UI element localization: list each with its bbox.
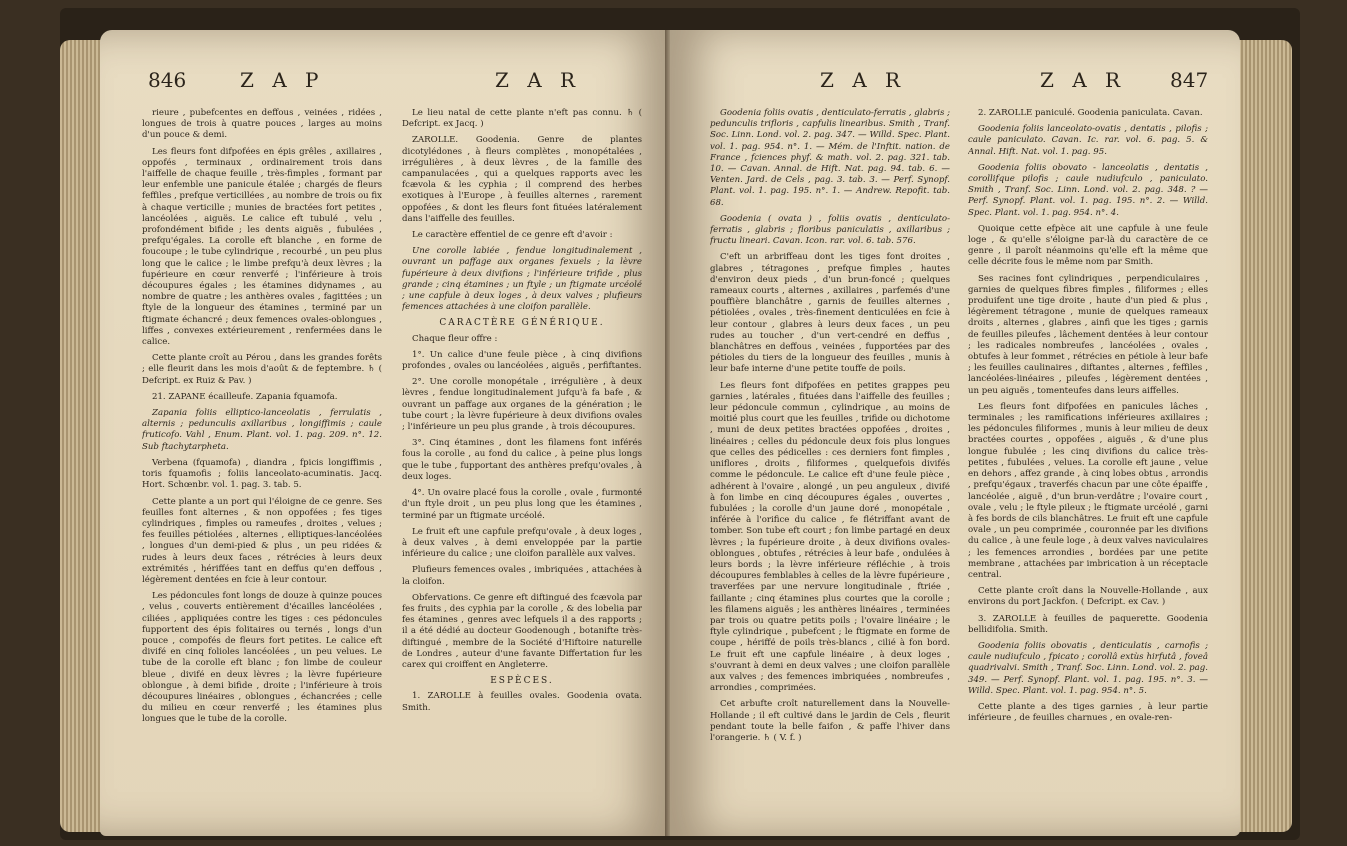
paragraph: Goodenia foliis ovatis , denticulato-ferratis , glabris ; pedunculis trifloris , capfulis linearibus. Smith , Tranf. Soc. Linn. Lond. vol. 2. pag. 347. — Willd. Spec. Plant. vol. 1. pag. 954. n°. 1. — Mém. de l'Inftit. nation. de France , fciences phyf. & math. vol. 2. pag. 321. tab. 10. — Cavan. Annal. de Hift. Nat. pag. 94. tab. 6. — Venten. Jard. de Cels , pag. 3. tab. 3. — Perf. Synopf. Plant. vol. 1. pag. 195. n°. 1. — Andrew. Repofit. tab. 68. xyxy=(710,108,950,208)
section-heading: ESPÈCES. xyxy=(490,676,554,687)
species-heading: 1. ZAROLLE à feuilles ovales. Goodenia ovata. Smith. xyxy=(402,691,642,713)
paragraph: 2°. Une corolle monopétale , irrégulière , à deux lèvres , fendue longitudinalement jufqu'à fa bafe , & ouvrant un paffage aux organes de la génération ; le tube court ; la lèvre fupérieure à deux divifions ovales ; l'inférieure un peu plus grande , à trois découpures. xyxy=(402,377,642,433)
right-column-1 xyxy=(710,108,950,806)
paragraph: Goodenia ( ovata ) , foliis ovatis , denticulato-ferratis , glabris ; floribus paniculatis , axillaribus ; fructu lineari. Cavan. Icon. rar. vol. 6. tab. 576. xyxy=(710,213,950,247)
page-number-left: 846 xyxy=(148,68,187,92)
paragraph: Le fruit eft une capfule prefqu'ovale , à deux loges , à deux valves , à demi enveloppée par la partie inférieure du calice ; une cloifon parallèle aux valves. xyxy=(402,526,642,560)
paragraph: Cette plante a des tiges garnies , à leur partie inférieure , de feuilles charnues , en ovale-ren- xyxy=(968,701,1208,724)
paragraph: Cette plante a un port qui l'éloigne de ce genre. Ses feuilles font alternes , & non oppofées ; fes tiges cylindriques , fimples ou rameufes , droites , velues ; fes feuilles pétiolées , alternes , elliptiques-lancéolées , longues d'un demi-pied & plus , un peu ridées & rudes à leurs deux faces , rétrécies à leurs deux extrémités , hériffées tant en deffus qu'en deffous , légèrement dentées en fcie à leur contour. xyxy=(142,496,382,585)
genus-entry: ZAROLLE. Goodenia. Genre de plantes dicotylédones , à fleurs complètes , monopétalées , irrégulières , à deux lèvres , de la famille des campanulacées , qui a quelques rapports avec les fcævola & les cyphia ; il comprend des herbes exotiques à l'Europe , à feuilles alternes , rarement oppofées , & dont les fleurs font fituées latéralement dans l'aiffelle des feuilles. xyxy=(402,135,642,224)
paragraph: Zapania foliis elliptico-lanceolatis , ferrulatis , alternis ; pedunculis axillaribus , longiffimis ; caule fruticofo. Vahl , Enum. Plant. vol. 1. pag. 209. n°. 12. Sub ftachytarpheta. xyxy=(142,408,382,452)
paragraph: rieure , pubefcentes en deffous , veinées , ridées , longues de trois à quatre pouces , larges au moins d'un pouce & demi. xyxy=(142,108,382,141)
running-head-right-2: Z A R xyxy=(1040,68,1127,92)
essential-character: Une corolle labiée , fendue longitudinalement , ouvrant un paffage aux organes fexuels ; la lèvre fupérieure à deux divifions ; l'inférieure trifide , plus grande ; cinq étamines ; un ftyle ; un ftigmate urcéolé ; une capfule à deux loges , à deux valves ; plufieurs femences attachées à une cloifon parallèle. xyxy=(402,246,642,313)
paragraph: Les fleurs font difpofées en épis grêles , axillaires , oppofés , terminaux , ordinairement trois dans l'aiffelle de chaque feuille , très-fimples , formant par leur enfemble une panicule étalée ; chargés de fleurs feffiles , prefque verticillées , au nombre de trois ou fix à chaque verticille ; munies de bractées fort petites , lancéolées , aiguës. Le calice eft tubulé , velu , profondément bifide ; les dents aiguës , fubulées , prefqu'égales. La corolle eft blanche , en forme de foucoupe ; le tube cylindrique , recourbé , un peu plus long que le calice ; le limbe prefqu'à deux lèvres ; la fupérieure en cœur renverfé ; l'inférieure à trois découpures égales ; les étamines didynames , au nombre de quatre ; les anthères ovales , fagittées ; un ftyle de la longueur des étamines , terminé par un ftigmate échancré ; deux femences ovales-oblongues , liffes , convexes extérieurement , renfermées dans le calice. xyxy=(142,146,382,348)
species-heading: 2. ZAROLLE paniculé. Goodenia paniculata. Cavan. xyxy=(978,108,1203,118)
left-column-1 xyxy=(142,108,382,806)
paragraph: Cette plante croît au Pérou , dans les grandes forêts ; elle fleurit dans les mois d'août & de feptembre. ♄ ( Defcript. ex Ruiz & Pav. ) xyxy=(142,353,382,386)
paragraph: Goodenia foliis lanceolato-ovatis , dentatis , pilofis ; caule paniculato. Cavan. Ic. rar. vol. 6. pag. 5. & Annal. Hift. Nat. vol. 1. pag. 95. xyxy=(968,124,1208,157)
paragraph: 3°. Cinq étamines , dont les filamens font inférés fous la corolle , au fond du calice , à peine plus longs que le tube , fupportant des anthères prefqu'ovales , à deux loges. xyxy=(402,438,642,482)
paragraph: Goodenia foliis obovato - lanceolatis , dentatis , corollifque pilofis ; caule nudiufculo , paniculato. Smith , Tranf. Soc. Linn. Lond. vol. 2. pag. 348. ? — Perf. Synopf. Plant. vol. 1. pag. 195. n°. 2. — Willd. Spec. Plant. vol. 1. pag. 954. n°. 4. xyxy=(968,162,1208,218)
paragraph: Ses racines font cylindriques , perpendiculaires , garnies de quelques fibres fimples , filiformes ; elles produifent une tige droite , haute d'un pied & plus , légèrement tétragone , munie de quelques rameaux droits , alternes , glabres , ainfi que les tiges ; garnis de feuilles pileufes , lâchement dentées à leur contour ; les radicales nombreufes , lancéolées , ovales , obtufes à leur fommet , rétrécies en pétiole à leur bafe ; les feuilles caulinaires , diftantes , alternes , feffiles , lancéolées-linéaires , pileufes , légèrement dentées , un peu aiguës , tomenteufes dans leurs aiffelles. xyxy=(968,273,1208,396)
paragraph: 1°. Un calice d'une feule pièce , à cinq divifions profondes , ovales ou lancéolées , aiguës , perfiftantes. xyxy=(402,349,642,372)
running-head-left-2: Z A R xyxy=(495,68,582,92)
paragraph: Les fleurs font difpofées en panicules lâches , terminales ; les ramifications inférieures axillaires ; les pédoncules filiformes , munis à leur milieu de deux bractées courtes , oppofées , aiguës , & d'une plus longue fubulée ; les cinq divifions du calice très-petites , fubulées , velues. La corolle eft jaune , velue en dehors , affez grande , à cinq lobes obtus , arrondis , prefqu'égaux , traverfés chacun par une côte épaiffe , lancéolée , aiguë , d'un brun-verdâtre ; l'ovaire court , ovale , velu ; le ftyle pileux ; le ftigmate urcéolé , garni à fes bords de cils blanchâtres. Le fruit eft une capfule ovale , un peu comprimée , couronnée par les divifions du calice , à une feule loge , à deux valves naviculaires ; les femences arrondies , bordées par une petite membrane , attachées par imbrication à un réceptacle central. xyxy=(968,401,1208,580)
right-column-2 xyxy=(968,108,1208,806)
paragraph: Obfervations. Ce genre eft diftingué des fcævola par fes fruits , des cyphia par la corolle , & des lobelia par fes étamines , genres avec lefquels il a des rapports ; il a été dédié au docteur Goodenough , botanifte très-diftingué , membre de la Société d'Hiftoire naturelle de Londres , auteur d'une favante Differtation fur les carex qui croiffent en Angleterre. xyxy=(402,592,642,670)
paragraph: Plufieurs femences ovales , imbriquées , attachées à la cloifon. xyxy=(402,565,642,587)
paragraph: Cet arbufte croît naturellement dans la Nouvelle-Hollande ; il eft cultivé dans le jardin de Cels , fleurit pendant toute la belle faifon , & paffe l'hiver dans l'orangerie. ♄ ( V. f. ) xyxy=(710,699,950,743)
species-heading: 3. ZAROLLE à feuilles de paquerette. Goodenia bellidifolia. Smith. xyxy=(968,613,1208,635)
section-heading: CARACTÈRE GÉNÉRIQUE. xyxy=(439,318,605,329)
paragraph: Quoique cette efpèce ait une capfule à une feule loge , & qu'elle s'éloigne par-là du caractère de ce genre , il paroît néanmoins qu'elle eft la même que celle décrite fous le même nom par Smith. xyxy=(968,223,1208,268)
running-head-right-1: Z A R xyxy=(820,68,907,92)
page-edges-right xyxy=(1237,40,1292,832)
paragraph: Les pédoncules font longs de douze à quinze pouces , velus , couverts entièrement d'écailles lancéolées , ciliées , appliquées contre les tiges : ces pédoncules fupportent des épis folitaires ou ternés , longs d'un pouce , compofés de fleurs fort petites. Le calice eft divifé en cinq folioles lancéolées , un peu velues. Le tube de la corolle eft blanc ; fon limbe de couleur bleue , divifé en deux lèvres ; la lèvre fupérieure oblongue , à demi bifide , droite ; l'inférieure à trois découpures linéaires , oblongues , échancrées ; celle du milieu en cœur renverfé ; les étamines plus longues que le tube de la corolle. xyxy=(142,591,382,725)
paragraph: Le caractère effentiel de ce genre eft d'avoir : xyxy=(412,230,613,241)
paragraph: Verbena (fquamofa) , diandra , fpicis longiffimis , toris fquamofis ; foliis lanceolato-acuminatis. Jacq. Hort. Schœnbr. vol. 1. pag. 3. tab. 5. xyxy=(142,457,382,491)
page-edges-left xyxy=(60,40,105,832)
paragraph: Goodenia foliis obovatis , denticulatis , carnofis ; caule nudiufculo , fpicato ; corollâ extùs hirfutâ , foveâ quadrivalvi. Smith , Tranf. Soc. Linn. Lond. vol. 2. pag. 349. — Perf. Synopf. Plant. vol. 1. pag. 195. n°. 3. — Willd. Spec. Plant. vol. 1. pag. 954. n°. 5. xyxy=(968,640,1208,696)
left-page xyxy=(100,30,670,836)
paragraph: Le lieu natal de cette plante n'eft pas connu. ♄ ( Defcript. ex Jacq. ) xyxy=(402,108,642,130)
page-number-right: 847 xyxy=(1170,68,1209,92)
running-head-left-1: Z A P xyxy=(240,68,325,92)
paragraph: 4°. Un ovaire placé fous la corolle , ovale , furmonté d'un ftyle droit , un peu plus long que les étamines , terminé par un ftigmate urcéolé. xyxy=(402,488,642,521)
species-heading: 21. ZAPANE écailleufe. Zapania fquamofa. xyxy=(152,391,338,402)
right-page xyxy=(670,30,1240,836)
paragraph: Chaque fleur offre : xyxy=(412,333,498,344)
paragraph: C'eft un arbriffeau dont les tiges font droites , glabres , tétragones , prefque fimples , hautes d'environ deux pieds , d'un brun-foncé ; quelques rameaux courts , alternes , axillaires , parfemés d'une pouffière blanchâtre , garnis de feuilles alternes , pétiolées , ovales , très-finement denticulées en fcie à leur contour , glabres à leurs deux faces , un peu rudes au toucher , d'un vert-cendré en deffus , blanchâtres en deffous , veinées , fupportées par des pétioles du tiers de la longueur des feuilles , munis à leur bafe interne d'une petite touffe de poils. xyxy=(710,252,950,375)
paragraph: Cette plante croît dans la Nouvelle-Hollande , aux environs du port Jackfon. ( Defcript. ex Cav. ) xyxy=(968,586,1208,608)
paragraph: Les fleurs font difpofées en petites grappes peu garnies , latérales , fituées dans l'aiffelle des feuilles ; leur pédoncule commun , cylindrique , au moins de moitié plus court que les feuilles , trifide ou dichotome , muni de deux petites bractées oppofées , droites , linéaires ; celles du pédoncule deux fois plus longues que celles des pédicelles : ces derniers font fimples , uniflores , droits , filiformes , quelquefois divifés comme le pédoncule. Le calice eft d'une feule pièce , adhérent à l'ovaire , alongé , un peu anguleux , divifé à fon limbe en cinq découpures égales , ouvertes , fubulées ; la corolle d'un jaune doré , monopétale , inférée à l'orifice du calice , fe flétriffant avant de tomber. Son tube eft court ; fon limbe partagé en deux lèvres ; la fupérieure droite , à deux divifions ovales-oblongues , obtufes , rétrécies à leur bafe , ondulées à leurs bords ; la lèvre inférieure réfléchie , à trois découpures femblables à celles de la lèvre fupérieure , traverfées par une nervure longitudinale , ftriée , faillante ; cinq étamines plus courtes que la corolle ; les filamens aiguës ; les anthères linéaires , terminées par trois ou quatre petits poils ; l'ovaire linéaire ; le ftyle cylindrique , pubefcent ; le ftigmate en forme de coupe , hériffé de poils très-blancs , cilié à fon bord. Le fruit eft une capfule linéaire , à deux loges , s'ouvrant à demi en deux valves ; une cloifon parallèle aux valves ; des femences imbriquées , nombreufes , arrondies , comprimées. xyxy=(710,380,950,694)
left-column-2 xyxy=(402,108,642,806)
